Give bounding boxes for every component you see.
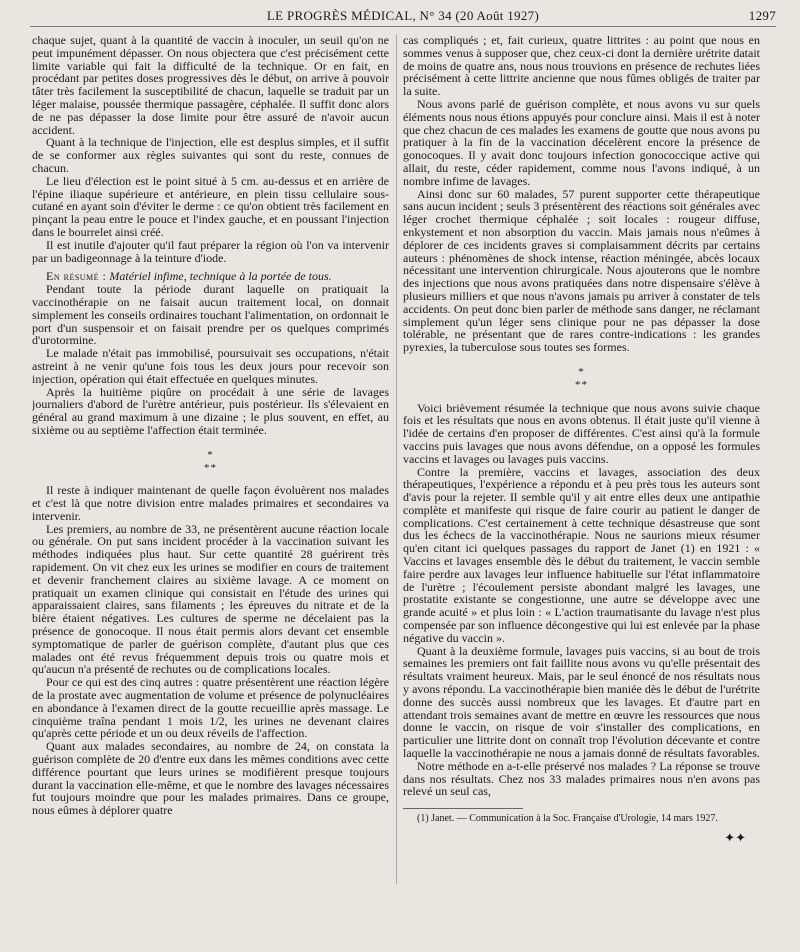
footnote: (1) Janet. — Communication à la Soc. Française d'Urologie, 14 mars 1927.	[417, 813, 718, 825]
paragraph: Le lieu d'élection est le point situé à 5 cm. au-dessus et en arrière de l'épine iliaque supérieure et antérieure, en plein tissu cellulaire sous-cutané en ayant soin d'éviter le derme : ce qu'on obtient très facilement en pinçant la peau entre le pouce et l'index gauche, et en poussant l'injection dans le bourrelet ainsi créé.	[32, 173, 389, 239]
paragraph: cas compliqués ; et, fait curieux, quatre littrites : au point que nous en sommes venus à supposer que, chez ceux-ci dont la dernière urétrite datait de moins de quatre ans, nous nous trouvions en présence de rechutes liées précisément à cette littrite ancienne que nous fûmes obligés de traiter par la suite.	[403, 34, 760, 99]
right-column	[403, 34, 760, 946]
paragraph: chaque sujet, quant à la quantité de vaccin à inoculer, un seuil qu'on ne peut impunément dépasser. On nous objectera que c'est précisément cette limite variable qui fait la difficulté de la technique. Or en fait, en procédant par petites doses progressives dès le début, on arrive à pouvoir tâter très facilement la susceptibilité de chacun, laquelle se traduit par un léger malaise, poussée thermique passagère, céphalée. Il suffit donc alors de ne pas dépasser la dose limite pour être assuré de n'avoir aucun accident.	[32, 34, 389, 137]
footnote-rule	[403, 808, 523, 809]
paragraph: Le malade n'était pas immobilisé, poursuivait ses occupations, n'était astreint à ne venir qu'une fois tous les deux jours pour recevoir son injection, opération qui était effectuée en quelques minutes.	[32, 346, 389, 386]
paragraph: Quant aux malades secondaires, au nombre de 24, on constata la guérison complète de 20 d'entre eux dans les mêmes conditions avec cette différence pourtant que leurs urines se modifièrent presque toujours durant la vaccination elle-même, et que le nombre des lavages nécessaires fut toujours moindre que pour les malades primaires. Dans ce groupe, nous eûmes à déplorer quatre	[32, 739, 389, 818]
paragraph: Contre la première, vaccins et lavages, association des deux thérapeutiques, l'expérience a répondu et à peu près tous les auteurs sont d'avis pour la rejeter. Il semble qu'il y ait entre elles deux une antipathie complète et manifeste qui risque de faire courir au patient le danger de complications. C'est certainement à cette technique désastreuse que sont dus les échecs de la vaccinothérapie. Nous ne saurions mieux résumer qu'en citant ici quelques passages du rapport de Janet (1) en 1921 : « Vaccins et lavages ensemble dès le début du traitement, le vaccin semble faire perdre aux lavages leur influence habituelle sur l'état inflammatoire de l'urètre ; l'écoulement persiste abondant malgré les lavages, une prostatite existante se congestionne, une autre se développe avec une grande acuité » et plus loin : « L'action traumatisante du lavage n'est plus compensée par son influence décongestive qui lui est enlevée par la phase négative du vaccin ».	[403, 464, 760, 645]
column-divider	[396, 34, 397, 884]
end-mark: ✦✦	[724, 830, 746, 846]
paragraph: Ainsi donc sur 60 malades, 57 purent supporter cette thérapeutique sans aucun incident ; seuls 3 présentèrent des réactions soit générales avec léger crochet thermique céphalée ; soit locales : rougeur diffuse, enkystement et non absorption du vaccin. Mais jamais nous n'eûmes à déplorer de ces incidents graves si complaisamment décrits par certains auteurs : phénomènes de shock intense, réaction méningée, abcès locaux nécessitant une intervention chirurgicale. Nous ajouterons que le nombre des injections que nous avons pratiquées dans notre dispensaire s'élève à plusieurs milliers et que nous n'avons jamais pu arriver à constater de tels accidents. On peut donc bien parler de méthode sans danger, ne réclamant simplement qu'un léger sens clinique pour ne pas dépasser la dose tolérable, ne présentant que de rares contre-indications : les grandes pyrexies, la tuberculose sous toutes ses formes.	[403, 186, 760, 355]
summary-text: Matériel infime, technique à la portée de tous.	[109, 269, 332, 284]
page-number: 1297	[748, 8, 776, 23]
paragraph: Quant à la deuxième formule, lavages puis vaccins, si au bout de trois semaines les premiers ont fait faillite nous avons vu qu'elle présentait des résultats vraiment heureux. Mais, par le seul énoncé de nos résultats nous y avons répondu. La vaccinothérapie bien maniée dès le début de l'urétrite donne des succès aussi nombreux que les lavages. Et d'autre part en attendant trois semaines avant de mettre en œuvre les ressources que nous donne le vaccin, on risque de voir s'installer des complications, en particulier une littrite dont on connaît trop l'évolution décevante et contre laquelle la vaccinothérapie ne nous a jamais donné de résultats favorables.	[403, 643, 760, 761]
running-header	[30, 8, 776, 27]
paragraph: Notre méthode en a-t-elle préservé nos malades ? La réponse se trouve dans nos résultats. Chez nos 33 malades primaires nous n'en avons pas relevé un seul cas,	[403, 758, 760, 799]
journal-title: LE PROGRÈS MÉDICAL, N° 34 (20 Août 1927)	[266, 8, 540, 23]
paragraph: Il est inutile d'ajouter qu'il faut préparer la région où l'on va intervenir par un badigeonnage à la teinture d'iode.	[32, 237, 389, 265]
section-separator: * **	[204, 448, 217, 474]
paragraph: Il reste à indiquer maintenant de quelle façon évoluèrent nos malades et c'est là que notre division entre malades primaires et secondaires va intervenir.	[32, 483, 389, 523]
paragraph: Les premiers, au nombre de 33, ne présentèrent aucune réaction locale ou générale. On put sans incident procéder à la vaccination suivant les méthodes indiquées plus haut. Sur cette quantité 28 guérirent très rapidement. On vit chez eux les urines se modifier en cours de traitement et devenir franchement claires au sixième lavage. A ce moment on pratiquait un examen clinique qui consistait en l'étude des urines qui apparaissaient claires, sans filaments ; les épreuves du nitrate et de la bière étaient négatives. Les cultures de sperme ne décelaient pas la présence de gonocoque. Il nous était permis alors devant cet ensemble symptomatique de parler de guérison complète, d'autant plus que ces malades ont été revus fréquemment depuis trois ou quatre mois et qu'aucun n'a présenté de rechutes ou de complications locales.	[32, 521, 389, 677]
section-separator: * **	[575, 365, 588, 391]
left-column	[32, 34, 389, 946]
paragraph: Quant à la technique de l'injection, elle est desplus simples, et il suffit de se conformer aux règles suivantes qui sont du reste, connues de chacun.	[32, 135, 389, 175]
paragraph: Voici brièvement résumée la technique que nous avons suivie chaque fois et les résultats que nous en avons obtenus. Il était juste qu'il vienne à l'idée de certains d'en proposer de différentes. C'est ainsi qu'à la formule vaccins puis lavages que nous avons défendue, on a opposé les formules vaccins et lavages ou lavages puis vaccins.	[403, 400, 760, 466]
summary-label: En résumé :	[46, 269, 107, 284]
paragraph: Pendant toute la période durant laquelle on pratiquait la vaccinothérapie on ne faisait aucun traitement local, on donnait simplement les conseils ordinaires touchant l'alimentation, on ordonnait le port d'un suspensoir et on faisait prendre per os quelques comprimés d'urotormine.	[32, 282, 389, 348]
paragraph: Nous avons parlé de guérison complète, et nous avons vu sur quels éléments nous nous étions appuyés pour conclure ainsi. Mais il est à noter que chez chacun de ces malades les examens de goutte que nous avons pu pratiquer à la fin de la vaccination décelèrent encore la présence de gonocoques. Il y avait donc toujours infection gonococcique active qui allait, du reste, céder rapidement, comme nous l'avons indiqué, à un nombre infime de lavages.	[403, 96, 760, 188]
paragraph: Pour ce qui est des cinq autres : quatre présentèrent une réaction légère de la prostate avec augmentation de volume et présence de polynucléaires en abondance à l'examen direct de la goutte recueillie après massage. Le cinquième traîna pendant 1 mois 1/2, les urines ne devenant claires qu'après cette période et un ou deux réveils de l'affection.	[32, 675, 389, 741]
paragraph: Après la huitième piqûre on procédait à une série de lavages journaliers d'abord de l'urètre antérieur, puis postérieur. Ils s'élevaient en général au grand maximum à une dizaine ; le plus souvent, en effet, au sixième ou au septième l'affection était terminée.	[32, 384, 389, 437]
